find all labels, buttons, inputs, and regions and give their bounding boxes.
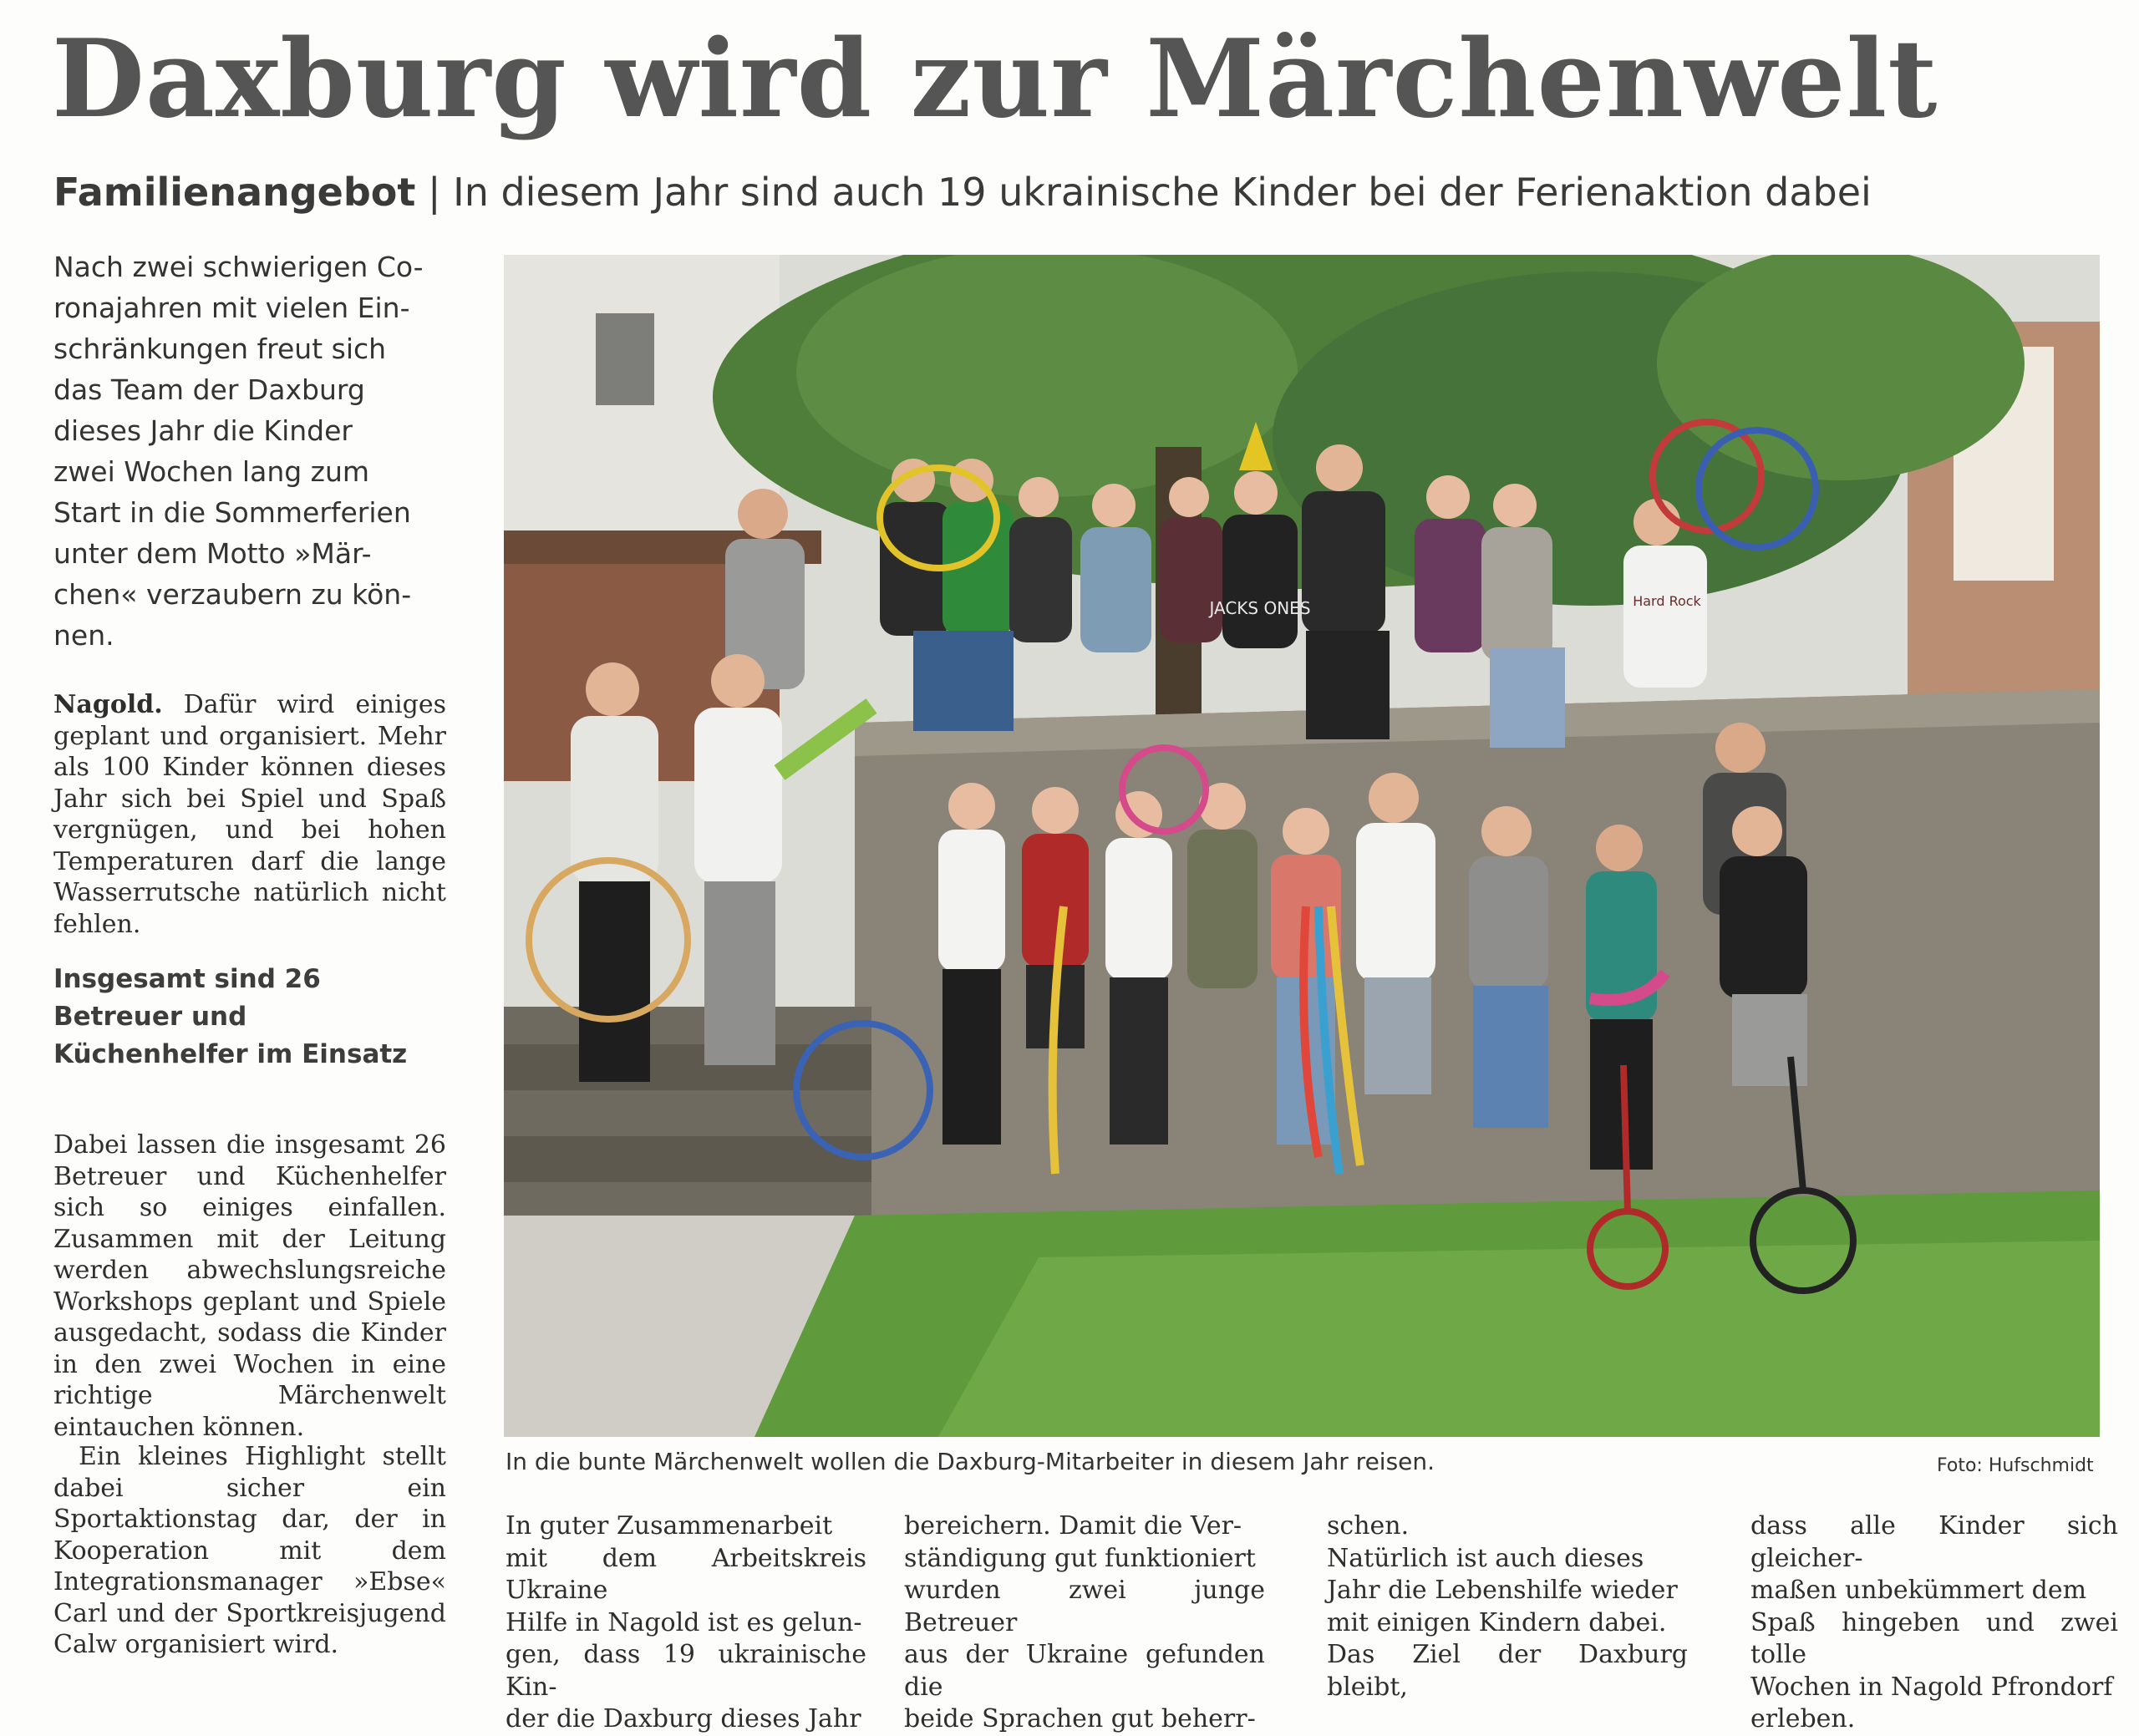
paragraph-2-text: Dabei lassen die insgesamt 26 Betreuer und Küchenhelfer sich so einiges einfallen. Zusammen mit der Leitung werden abwechslungsreiche Workshops geplant und Spiele ausgedacht, sodass die Kinder in den zwei Wochen in eine richtige Märchenwelt eintauchen können. xyxy=(53,1130,446,1442)
photo-caption: In die bunte Märchenwelt wollen die Daxburg-Mitarbeiter in diesem Jahr reisen. xyxy=(506,1448,1435,1475)
bottom-column-4: dass alle Kinder sich gleicher- maßen unbekümmert dem Spaß hingeben und zwei tolle Wochen in Nagold Pfrondorf erleben. xyxy=(1750,1511,2118,1733)
subheadline-text: In diesem Jahr sind auch 19 ukrainische Kinder bei der Ferienaktion dabei xyxy=(453,170,1872,215)
bottom-column-3: schen. Natürlich ist auch dieses Jahr die Lebenshilfe wieder mit einigen Kindern dabei. Das Ziel der Daxburg bleibt, xyxy=(1327,1511,1688,1702)
bottom-column-2: bereichern. Damit die Ver- ständigung gut funktioniert wurden zwei junge Betreuer aus der Ukraine gefunden die beide Sprachen gut beherr- xyxy=(904,1511,1265,1733)
shirt-print-jacks-ones: JACKS ONES xyxy=(1209,598,1311,618)
dateline: Nagold. xyxy=(53,690,163,719)
article-intro: Nach zwei schwierigen Co- ronajahren mit vielen Ein- schränkungen freut sich das Team der Daxburg dieses Jahr die Kinder zwei Wochen lang zum Start in die Sommerferien unter dem Motto »Mär- chen« verzaubern zu kön- nen. xyxy=(53,251,424,652)
crosshead: Insgesamt sind 26 Betreuer und Küchenhelfer im Einsatz xyxy=(53,964,408,1069)
paragraph-1 xyxy=(53,689,446,940)
paragraph-3-text: Ein kleines Highlight stellt dabei sicher ein Sportaktionstag dar, der in Kooperation mit dem Integrationsmanager »Ebse« Carl und der Sportkreisjugend Calw organisiert wird. xyxy=(53,1442,446,1659)
article-subheadline xyxy=(53,167,2109,217)
article-headline: Daxburg wird zur Märchenwelt xyxy=(52,17,1938,142)
bottom-column-1: In guter Zusammenarbeit mit dem Arbeitskreis Ukraine Hilfe in Nagold ist es gelun- gen, dass 19 ukrainische Kin- der die Daxburg dieses Jahr xyxy=(506,1511,866,1733)
kicker-separator: | xyxy=(415,170,454,215)
photo-credit: Foto: Hufschmidt xyxy=(1937,1455,2094,1476)
shirt-print-hard-rock: Hard Rock xyxy=(1633,593,1701,609)
paragraph-1-text: Dafür wird einiges geplant und organisiert. Mehr als 100 Kinder können dieses Jahr sich bei Spiel und Spaß vergnügen, und bei hohen Temperaturen darf die lange Wasserrutsche natürlich nicht fehlen. xyxy=(53,690,446,939)
group-photo xyxy=(504,255,2100,1437)
paragraph-3 xyxy=(53,1441,446,1661)
article-kicker: Familienangebot xyxy=(53,170,416,215)
paragraph-2 xyxy=(53,1129,446,1443)
